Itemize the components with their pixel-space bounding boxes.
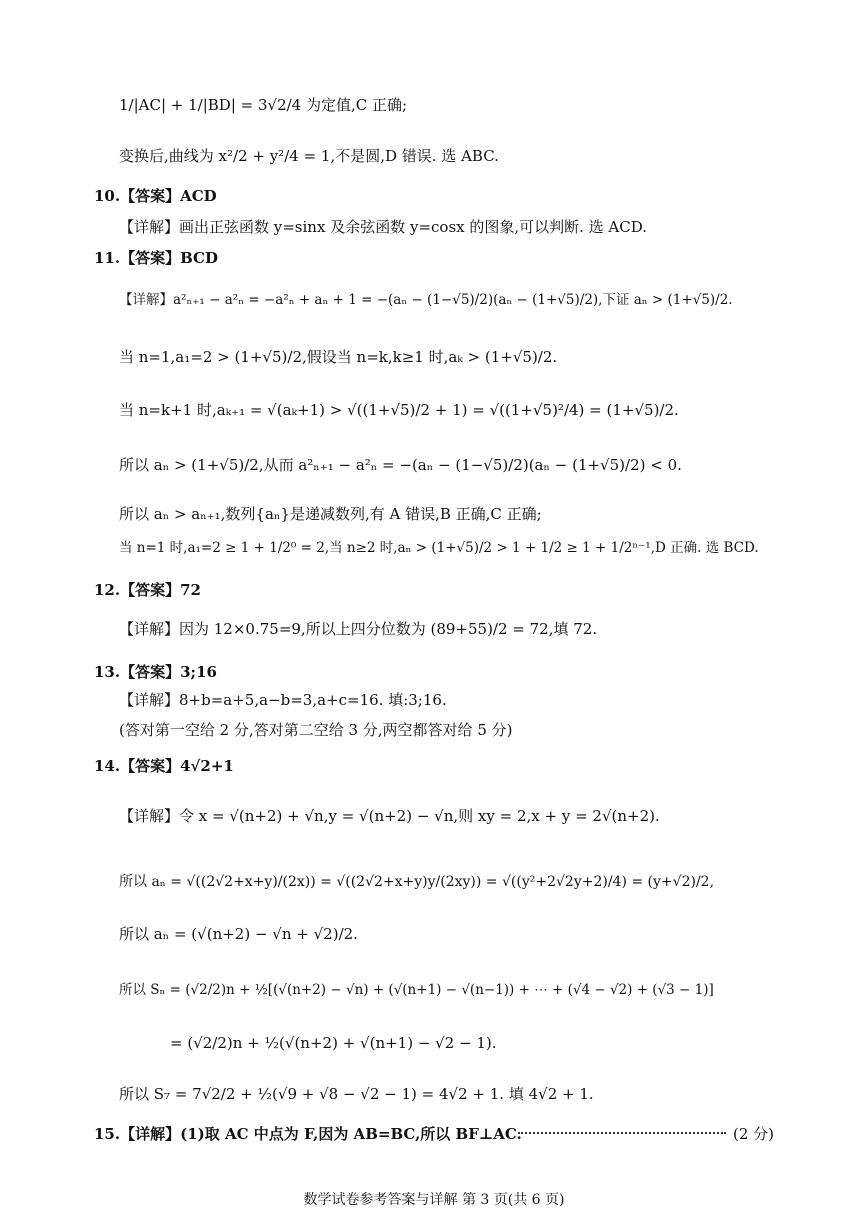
text-line: 所以 S₇ = 7√2/2 + ½(√9 + √8 − √2 − 1) = 4√2 + 1. 填 4√2 + 1. [119, 1085, 594, 1103]
text-line: 所以 Sₙ = (√2/2)n + ½[(√(n+2) − √n) + (√(n+1) − √(n−1)) + ⋯ + (√4 − √2) + (√3 − 1)] [119, 982, 714, 998]
text-line: 【详解】令 x = √(n+2) + √n,y = √(n+2) − √n,则 xy = 2,x + y = 2√(n+2). [119, 807, 660, 825]
text-line: 【详解】a²ₙ₊₁ − a²ₙ = −a²ₙ + aₙ + 1 = −(aₙ − (1−√5)/2)(aₙ − (1+√5)/2),下证 aₙ > (1+√5)/2. [119, 292, 733, 308]
page-footer: 数学试卷参考答案与详解 第 3 页(共 6 页) [303, 1192, 565, 1208]
answer-heading: 12.【答案】72 [94, 581, 201, 599]
text-line: = (√2/2)n + ½(√(n+2) + √(n+1) − √2 − 1). [170, 1034, 497, 1052]
answer-heading: 15.【详解】(1)取 AC 中点为 F,因为 AB=BC,所以 BF⊥AC. [94, 1125, 522, 1143]
text-line: 【详解】因为 12×0.75=9,所以上四分位数为 (89+55)/2 = 72,填 72. [119, 620, 598, 638]
text-line: 所以 aₙ > (1+√5)/2,从而 a²ₙ₊₁ − a²ₙ = −(aₙ − (1−√5)/2)(aₙ − (1+√5)/2) < 0. [119, 456, 682, 474]
text-line: 所以 aₙ = √((2√2+x+y)/(2x)) = √((2√2+x+y)y/(2xy)) = √((y²+2√2y+2)/4) = (y+√2)/2, [119, 874, 715, 890]
text-line: 【详解】画出正弦函数 y=sinx 及余弦函数 y=cosx 的图象,可以判断. 选 ACD. [119, 218, 648, 236]
scoring-note: (答对第一空给 2 分,答对第二空给 3 分,两空都答对给 5 分) [119, 721, 513, 739]
text-line: 【详解】8+b=a+5,a−b=3,a+c=16. 填:3;16. [119, 691, 447, 709]
text-line: 所以 aₙ = (√(n+2) − √n + √2)/2. [119, 925, 358, 943]
score-marker: (2 分) [733, 1125, 775, 1143]
dotted-leader [518, 1124, 726, 1134]
text-line: 变换后,曲线为 x²/2 + y²/4 = 1,不是圆,D 错误. 选 ABC. [119, 147, 499, 165]
text-line: 所以 aₙ > aₙ₊₁,数列{aₙ}是递减数列,有 A 错误,B 正确,C 正确; [119, 505, 542, 523]
text-line: 当 n=k+1 时,aₖ₊₁ = √(aₖ+1) > √((1+√5)/2 + 1) = √((1+√5)²/4) = (1+√5)/2. [119, 401, 679, 419]
answer-heading: 11.【答案】BCD [94, 249, 218, 267]
text-line: 1/|AC| + 1/|BD| = 3√2/4 为定值,C 正确; [119, 96, 408, 114]
answer-heading: 14.【答案】4√2+1 [94, 757, 234, 775]
answer-heading: 10.【答案】ACD [94, 187, 217, 205]
text-line: 当 n=1 时,a₁=2 ≥ 1 + 1/2⁰ = 2,当 n≥2 时,aₙ > (1+√5)/2 > 1 + 1/2 ≥ 1 + 1/2ⁿ⁻¹,D 正确. 选 BCD. [119, 540, 759, 556]
answer-heading: 13.【答案】3;16 [94, 663, 217, 681]
text-line: 当 n=1,a₁=2 > (1+√5)/2,假设当 n=k,k≥1 时,aₖ > (1+√5)/2. [119, 348, 558, 366]
